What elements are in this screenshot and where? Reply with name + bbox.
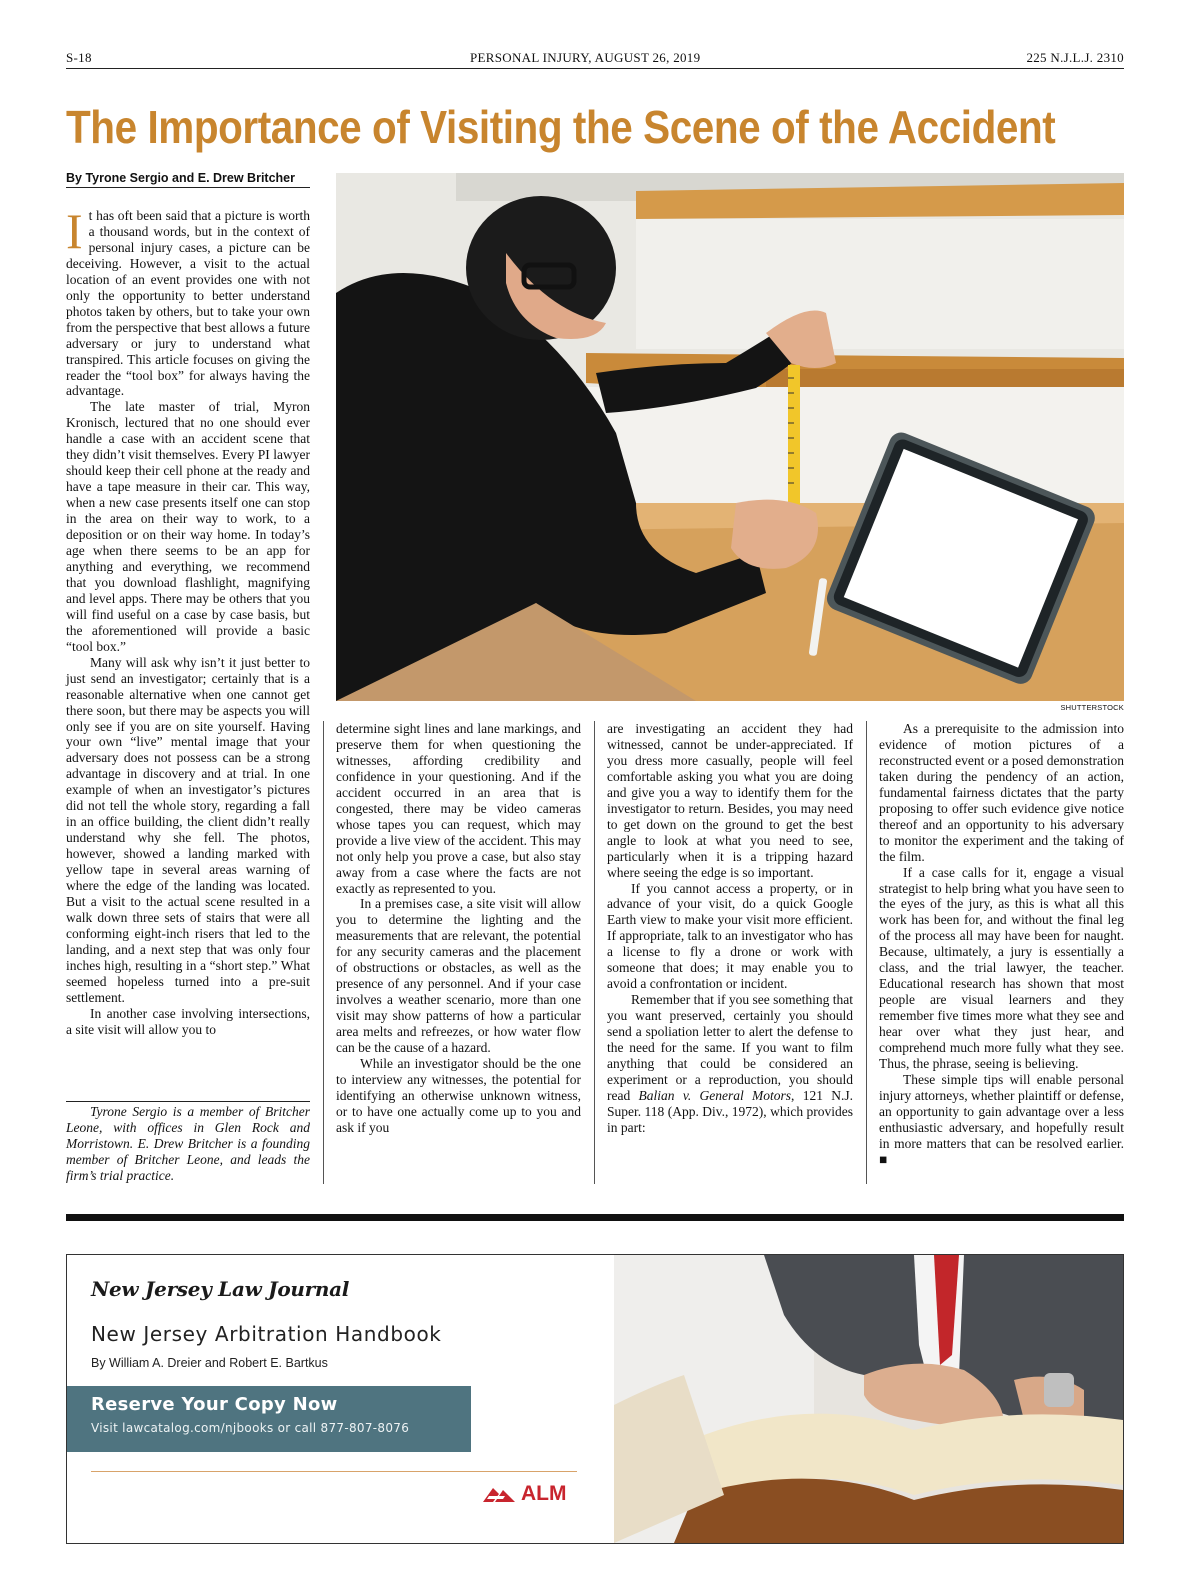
article-column-1 [66, 203, 310, 1038]
article-photo [336, 173, 1124, 701]
drop-cap: I [66, 203, 83, 259]
photo-credit: SHUTTERSTOCK [1060, 703, 1124, 712]
paragraph: Many will ask why isn’t it just better to just send an investigator; certainly that is a reasonable alternative when one cannot get there soon, but there may be aspects you will only see if you are on site yourself. Having your own “live” mental image that your adversary does not possess can be a strong advantage in discovery and at trial. In one example of when an investigator’s pictures did not tell the whole story, regarding a fall in an office building, the client didn’t really understand why she fell. The photos, however, showed a landing marked with yellow tape in several areas warning of where the edge of the landing was located. But a visit to the actual scene resulted in a walk down three sets of stairs that were all conforming eight-inch risers that led to the landing, and a next step that was only four inches high, resulting in a “short step.” What seemed hopeless turned into a pre-suit settlement. [66, 654, 310, 1005]
column-divider [594, 721, 595, 1184]
page-number: S-18 [66, 50, 92, 65]
citation: 225 N.J.L.J. 2310 [1026, 50, 1124, 65]
section-divider [66, 1214, 1124, 1221]
author-bio: Tyrone Sergio is a member of Britcher Leone, with offices in Glen Rock and Morristown. E. Drew Britcher is a founding member of Britcher Leone, and leads the firm’s trial practice. [66, 1101, 310, 1184]
byline: By Tyrone Sergio and E. Drew Britcher [66, 171, 310, 188]
ad-divider [91, 1471, 577, 1472]
paragraph: It has oft been said that a picture is worth a thousand words, but in the context of personal injury cases, a picture can be deceiving. However, a visit to the actual location of an event provides one with not only the opportunity to better understand photos taken by others, but to take your own from the perspective that best allows a future adversary or jury to understand what transpired. This article focuses on giving the reader the “tool box” for always having the advantage. [66, 203, 310, 399]
njlj-logo: New Jersey Law Journal [91, 1277, 350, 1301]
paragraph: While an investigator should be the one to interview any witnesses, the potential for identifying an otherwise unknown witness, or to have one actually come up to you and ask if you [336, 1056, 581, 1135]
block-quote: As a prerequisite to the admission into evidence of motion pictures of a reconstructed event or a posed demonstration taken during the pendency of an action, fundamental fairness dictates that the party proposing to offer such evidence give notice thereof and an opportunity to his adversary to monitor the experiment and the taking of the film. [879, 721, 1124, 864]
cta-title: Reserve Your Copy Now [91, 1394, 338, 1415]
alm-logo [483, 1482, 567, 1506]
article-column-4 [879, 721, 1124, 1168]
running-head [66, 50, 1124, 69]
lawyer-reading-book-illustration [614, 1255, 1123, 1543]
advertisement[interactable] [66, 1254, 1124, 1544]
alm-mark-icon [483, 1484, 515, 1504]
paragraph: In another case involving intersections, a site visit will allow you to [66, 1005, 310, 1037]
paragraph: In a premises case, a site visit will allow you to determine the lighting and the measurements that are relevant, the potential for any security cameras and the placement of obstructions or obstacles, as well as the presence of any personnel. And if your case involves a weather scenario, more than one visit may show patterns of how a particular area melts and refreezes, or how water flow can be the cause of a hazard. [336, 896, 581, 1056]
article-column-3 [607, 721, 853, 1136]
paragraph: determine sight lines and lane markings, and preserve them for when questioning the witnesses, affording credibility and confidence in your questioning. And if the accident occurred in an area that is congested, there may be video cameras whose tapes you can request, which may provide a live view of the accident. This may not only help you prove a case, but also stay away from a case where the facts are not exactly as represented to you. [336, 721, 581, 896]
stairs-measuring-illustration [336, 173, 1124, 701]
section-date: PERSONAL INJURY, AUGUST 26, 2019 [470, 50, 701, 65]
cta-contact[interactable]: Visit lawcatalog.com/njbooks or call 877-807-8076 [91, 1421, 410, 1435]
case-citation: Balian v. General Motors [638, 1087, 792, 1103]
article-headline: The Importance of Visiting the Scene of the Accident [66, 101, 1056, 153]
reserve-copy-banner[interactable] [67, 1386, 471, 1452]
column-divider [866, 721, 867, 1184]
column-divider [323, 721, 324, 1184]
paragraph: If you cannot access a property, or in advance of your visit, do a quick Google Earth view to make your visit more efficient. If appropriate, talk to an investigator who has a license to fly a drone or work with someone that does; it may enable you to avoid a confrontation or incident. [607, 880, 853, 992]
paragraph: These simple tips will enable personal injury attorneys, whether plaintiff or defense, an opportunity to gain advantage over a less enthusiastic adversary, and hopefully result in more matters that can be resolved earlier. ■ [879, 1071, 1124, 1167]
ad-photo [614, 1255, 1123, 1543]
article-column-2 [336, 721, 581, 1136]
paragraph: If a case calls for it, engage a visual strategist to help bring what you have seen to the eyes of the jury, as this is what all this work has been for, and without the final leg of the process all may have been for naught. Because, ultimately, a jury is essentially a class, and the trial lawyer, the teacher. Educational research has shown that most people are visual learners and they remember five times more what they see and hear over what they just hear, and comprehend much more fully what they see. Thus, the phrase, seeing is believing. [879, 864, 1124, 1072]
paragraph: Remember that if you see something that you want preserved, certainly you should send a spoliation letter to alert the defense to the need for the same. If you want to film anything that could be considered an experiment or a reproduction, you should read Balian v. General Motors, 121 N.J. Super. 118 (App. Div., 1972), which provides in part: [607, 992, 853, 1135]
ad-title: New Jersey Arbitration Handbook [91, 1322, 442, 1346]
alm-wordmark: ALM [521, 1482, 567, 1505]
paragraph: are investigating an accident they had witnessed, cannot be under-appreciated. If you dress more casually, people will feel comfortable asking you what you are doing and give you a way to identify them for the investigator to return. Besides, you may need to get down on the ground to get the best angle to look at what you need to see, particularly when it is a tripping hazard where seeing the edge is so important. [607, 721, 853, 880]
paragraph: The late master of trial, Myron Kronisch, lectured that no one should ever handle a case with an accident scene that they didn’t visit themselves. Every PI lawyer should keep their cell phone at the ready and have a tape measure in their car. This way, when a new case presents itself one can stop in the area on their way to work, to a deposition or on their way home. In today’s age when there seems to be an app for anything and everything, we recommend that you download flashlight, magnifying and level apps. There may be others that you will find useful on a case by case basis, but the aforementioned will provide a basic “tool box.” [66, 399, 310, 654]
ad-authors: By William A. Dreier and Robert E. Bartkus [91, 1356, 328, 1370]
